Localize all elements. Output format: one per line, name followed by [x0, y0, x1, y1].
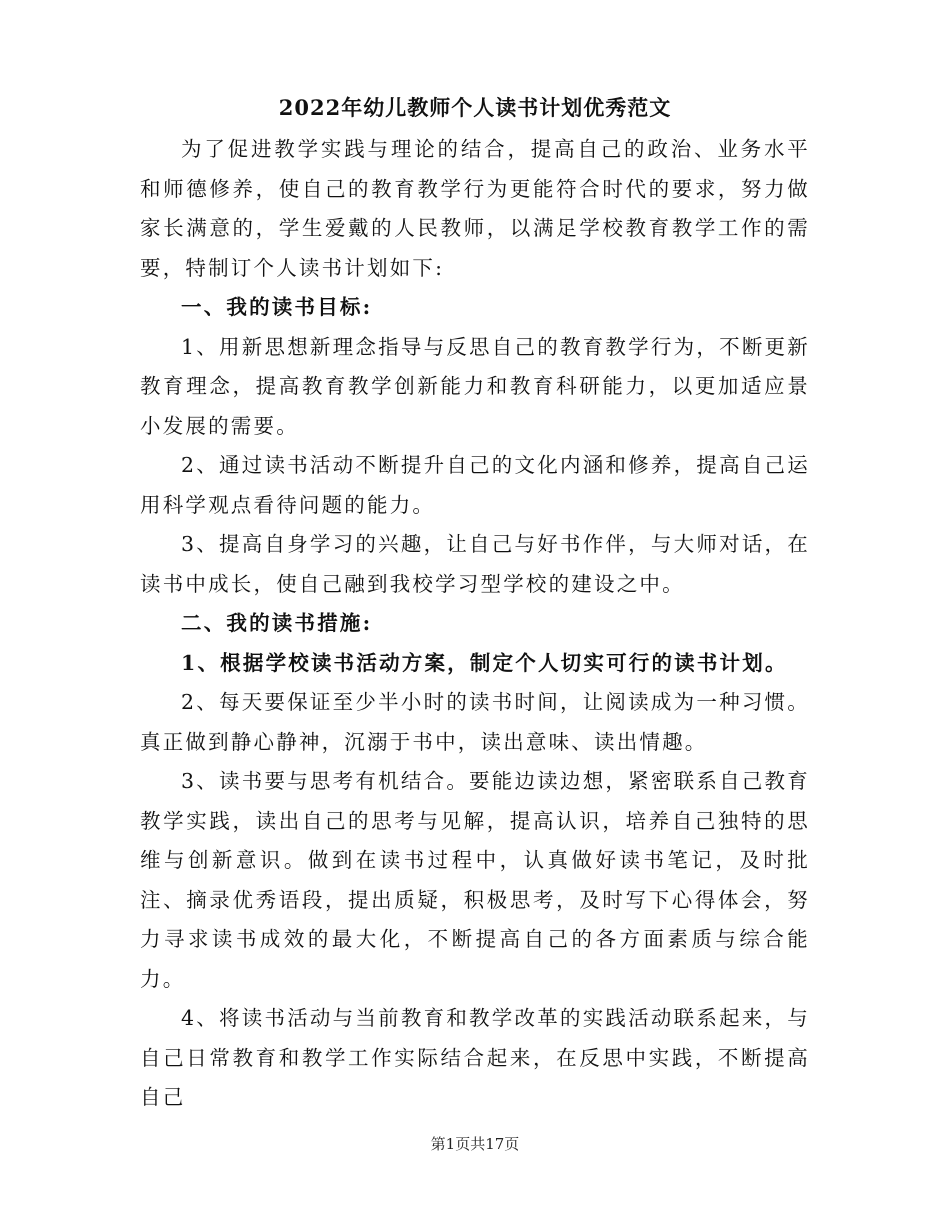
page-footer: 第1页共17页 — [430, 1135, 520, 1153]
document-body — [140, 130, 810, 1118]
measure-item-3: 3、读书要与思考有机结合。要能边读边想，紧密联系自己教育教学实践，读出自己的思考与见解，提高认识，培养自己独特的思维与创新意识。做到在读书过程中，认真做好读书笔记，及时批注、摘录优秀语段，提出质疑，积极思考，及时写下心得体会，努力寻求读书成效的最大化，不断提高自己的各方面素质与综合能力。 — [140, 769, 810, 991]
measure-item-2: 2、每天要保证至少半小时的读书时间，让阅读成为一种习惯。真正做到静心静神，沉溺于书中，读出意味、读出情趣。 — [140, 690, 810, 754]
goal-item-1: 1、用新思想新理念指导与反思自己的教育教学行为，不断更新教育理念，提高教育教学创新能力和教育科研能力，以更加适应景小发展的需要。 — [140, 334, 810, 438]
measure-item-1: 1、根据学校读书活动方案，制定个人切实可行的读书计划。 — [181, 650, 788, 675]
goal-item-2: 2、通过读书活动不断提升自己的文化内涵和修养，提高自己运用科学观点看待问题的能力。 — [140, 453, 810, 517]
section-heading-measures: 二、我的读书措施: — [181, 611, 373, 635]
measure-item-4: 4、将读书活动与当前教育和教学改革的实践活动联系起来，与自己日常教育和教学工作实际结合起来，在反思中实践，不断提高自己 — [140, 1006, 810, 1109]
section-heading-goals: 一、我的读书目标: — [181, 295, 373, 319]
goal-item-3: 3、提高自身学习的兴趣，让自己与好书作伴，与大师对话，在读书中成长，使自己融到我校学习型学校的建设之中。 — [140, 532, 810, 596]
document-title: 2022年幼儿教师个人读书计划优秀范文 — [278, 95, 672, 120]
intro-paragraph: 为了促进教学实践与理论的结合，提高自己的政治、业务水平和师德修养，使自己的教育教学行为更能符合时代的要求，努力做家长满意的，学生爱戴的人民教师，以满足学校教育教学工作的需要，特制订个人读书计划如下: — [140, 137, 810, 280]
